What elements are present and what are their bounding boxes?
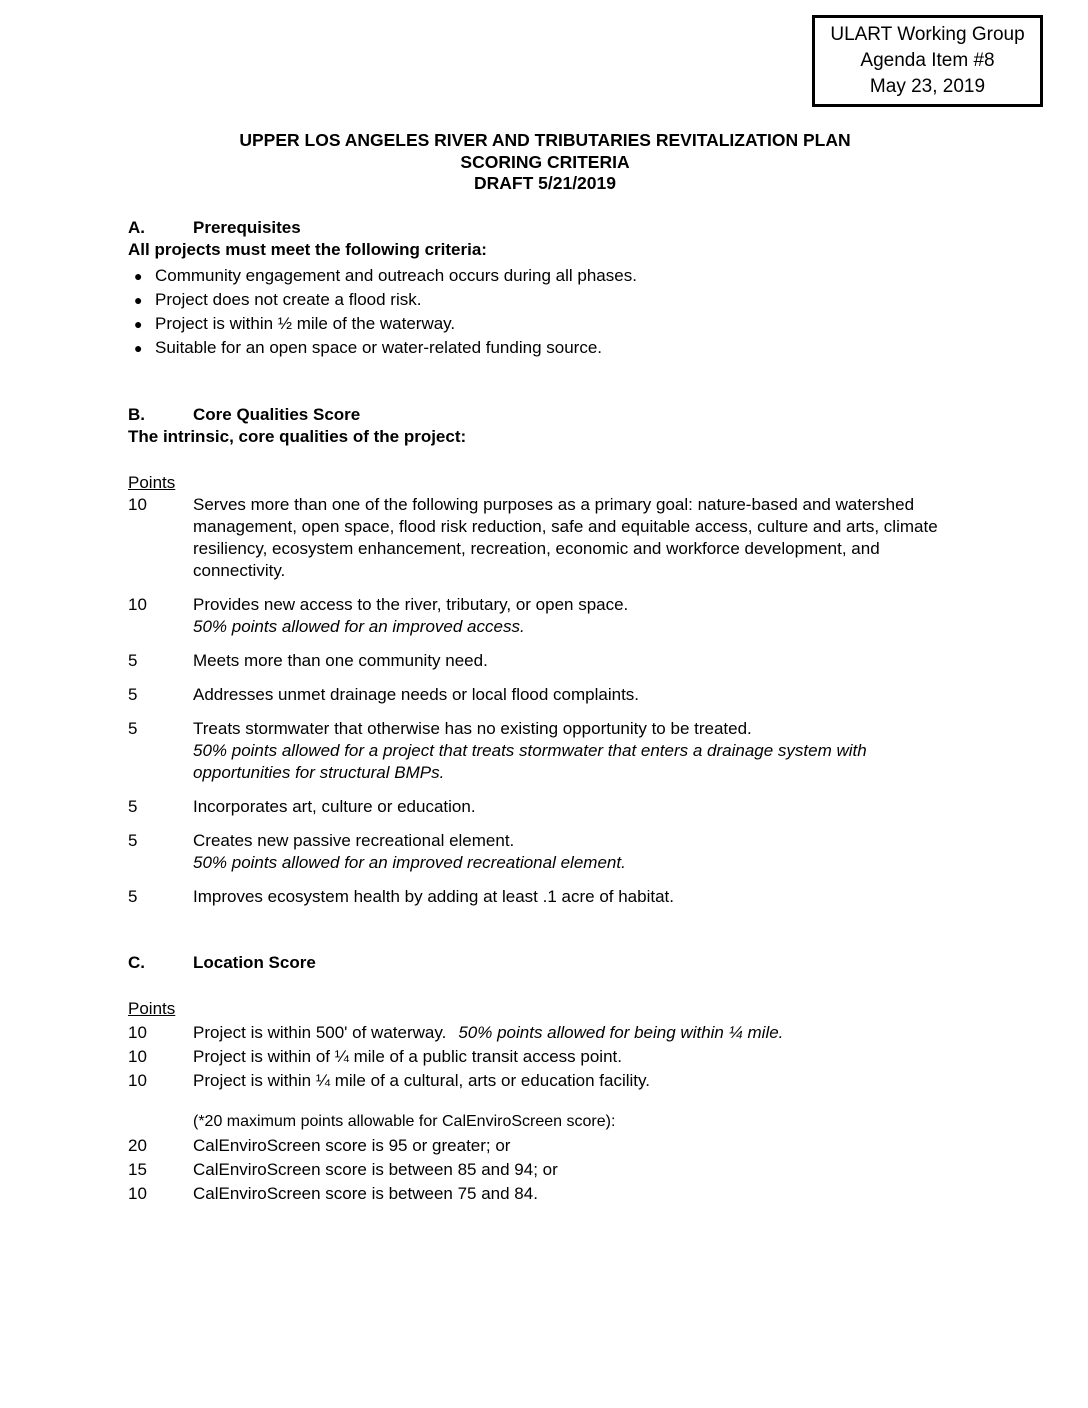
stamp-agenda-item: Agenda Item #8 (860, 50, 995, 71)
criterion-main-text: Creates new passive recreational element. (193, 830, 515, 850)
criterion-text: CalEnviroScreen score is between 85 and 94; or (193, 1159, 558, 1179)
criterion-text: Project is within of ¼ mile of a public transit access point. (193, 1046, 622, 1066)
points-value: 10 (128, 1183, 147, 1203)
title-line-scoring-criteria: SCORING CRITERIA (460, 151, 630, 172)
list-item (128, 336, 962, 360)
score-row (128, 1069, 962, 1092)
criterion-note: 50% points allowed for a project that treats stormwater that enters a drainage system with opportunities for structural BMPs. (193, 740, 867, 782)
criterion-text (193, 830, 962, 874)
score-row (128, 594, 962, 638)
points-value: 5 (128, 650, 138, 670)
criterion-text: CalEnviroScreen score is between 75 and 84. (193, 1183, 538, 1203)
bullet-icon: ● (134, 315, 143, 332)
agenda-stamp-box (812, 15, 1043, 107)
criterion-text: Serves more than one of the following purposes as a primary goal: nature-based and watershed management, open space, flood risk reduction, safe and equitable access, culture and arts, climate resiliency, ecosystem enhancement, recreation, economic and workforce development, and connectivity. (193, 494, 938, 580)
section-b-points-label: Points (128, 472, 176, 492)
criterion-text: Addresses unmet drainage needs or local flood complaints. (193, 684, 640, 704)
stamp-group-name: ULART Working Group (830, 24, 1025, 45)
list-item (128, 264, 962, 288)
criterion-main-text: Provides new access to the river, tributary, or open space. (193, 594, 629, 614)
score-row (128, 1045, 962, 1068)
section-c-letter: C. (128, 952, 145, 972)
criterion-text: Project is within ¼ mile of a cultural, arts or education facility. (193, 1070, 650, 1090)
calenviroscreen-note: (*20 maximum points allowable for CalEnviroScreen score): (193, 1112, 616, 1130)
document-content (128, 130, 962, 1205)
section-a-heading (128, 217, 962, 239)
list-item-text: Suitable for an open space or water-related funding source. (155, 337, 602, 357)
points-spacer (128, 1111, 193, 1133)
points-value: 5 (128, 830, 138, 850)
calenviroscreen-list (128, 1134, 962, 1205)
list-item (128, 288, 962, 312)
criterion-main-text: Treats stormwater that otherwise has no existing opportunity to be treated. (193, 718, 752, 738)
score-row (128, 830, 962, 874)
points-value: 10 (128, 594, 147, 614)
title-line-draft-date: DRAFT 5/21/2019 (473, 173, 616, 193)
section-c-points-label: Points (128, 998, 176, 1018)
bullet-icon: ● (134, 291, 143, 308)
score-row (128, 1021, 962, 1044)
score-row (128, 1182, 962, 1205)
points-value: 5 (128, 718, 138, 738)
bullet-icon: ● (134, 339, 143, 356)
section-a-heading-label: Prerequisites (193, 217, 301, 237)
criterion-inline-note: 50% points allowed for being within ¼ mile. (458, 1022, 784, 1042)
criterion-text (193, 1021, 962, 1044)
score-row (128, 684, 962, 706)
section-c-heading-label: Location Score (193, 952, 316, 972)
criterion-text: Improves ecosystem health by adding at least .1 acre of habitat. (193, 886, 674, 906)
criterion-main-text: Project is within 500' of waterway. (193, 1022, 447, 1042)
list-item-text: Project does not create a flood risk. (155, 289, 422, 309)
section-c-heading (128, 952, 962, 974)
section-a-letter: A. (128, 217, 145, 237)
score-row (128, 1158, 962, 1181)
title-line-plan: UPPER LOS ANGELES RIVER AND TRIBUTARIES REVITALIZATION PLAN (239, 130, 851, 150)
score-row (128, 886, 962, 908)
list-item-text: Project is within ½ mile of the waterway. (155, 313, 456, 333)
score-row (128, 650, 962, 672)
points-value: 5 (128, 796, 138, 816)
points-value: 15 (128, 1159, 147, 1179)
criterion-note: 50% points allowed for an improved recreational element. (193, 852, 626, 872)
points-value: 5 (128, 684, 138, 704)
section-a-intro: All projects must meet the following criteria: (128, 239, 487, 259)
points-value: 10 (128, 494, 147, 514)
prerequisites-list (128, 264, 962, 360)
criterion-text: Meets more than one community need. (193, 650, 488, 670)
section-b-heading-label: Core Qualities Score (193, 404, 361, 424)
points-value: 5 (128, 886, 138, 906)
criterion-text (193, 718, 962, 784)
criterion-note: 50% points allowed for an improved access. (193, 616, 525, 636)
document-title (128, 130, 962, 195)
score-row (128, 796, 962, 818)
criterion-text: CalEnviroScreen score is 95 or greater; or (193, 1135, 511, 1155)
points-value: 10 (128, 1022, 147, 1042)
location-score-list (128, 1021, 962, 1092)
calenviroscreen-note-row (128, 1111, 962, 1133)
section-b-intro: The intrinsic, core qualities of the project: (128, 426, 467, 446)
points-value: 20 (128, 1135, 147, 1155)
section-b-heading (128, 404, 962, 426)
criterion-text: Incorporates art, culture or education. (193, 796, 476, 816)
score-row (128, 494, 962, 582)
points-value: 10 (128, 1070, 147, 1090)
section-b-letter: B. (128, 404, 145, 424)
list-item (128, 312, 962, 336)
criterion-text (193, 594, 962, 638)
list-item-text: Community engagement and outreach occurs during all phases. (155, 265, 637, 285)
score-row (128, 1134, 962, 1157)
score-row (128, 718, 962, 784)
points-value: 10 (128, 1046, 147, 1066)
stamp-date: May 23, 2019 (869, 76, 986, 97)
bullet-icon: ● (134, 267, 143, 284)
